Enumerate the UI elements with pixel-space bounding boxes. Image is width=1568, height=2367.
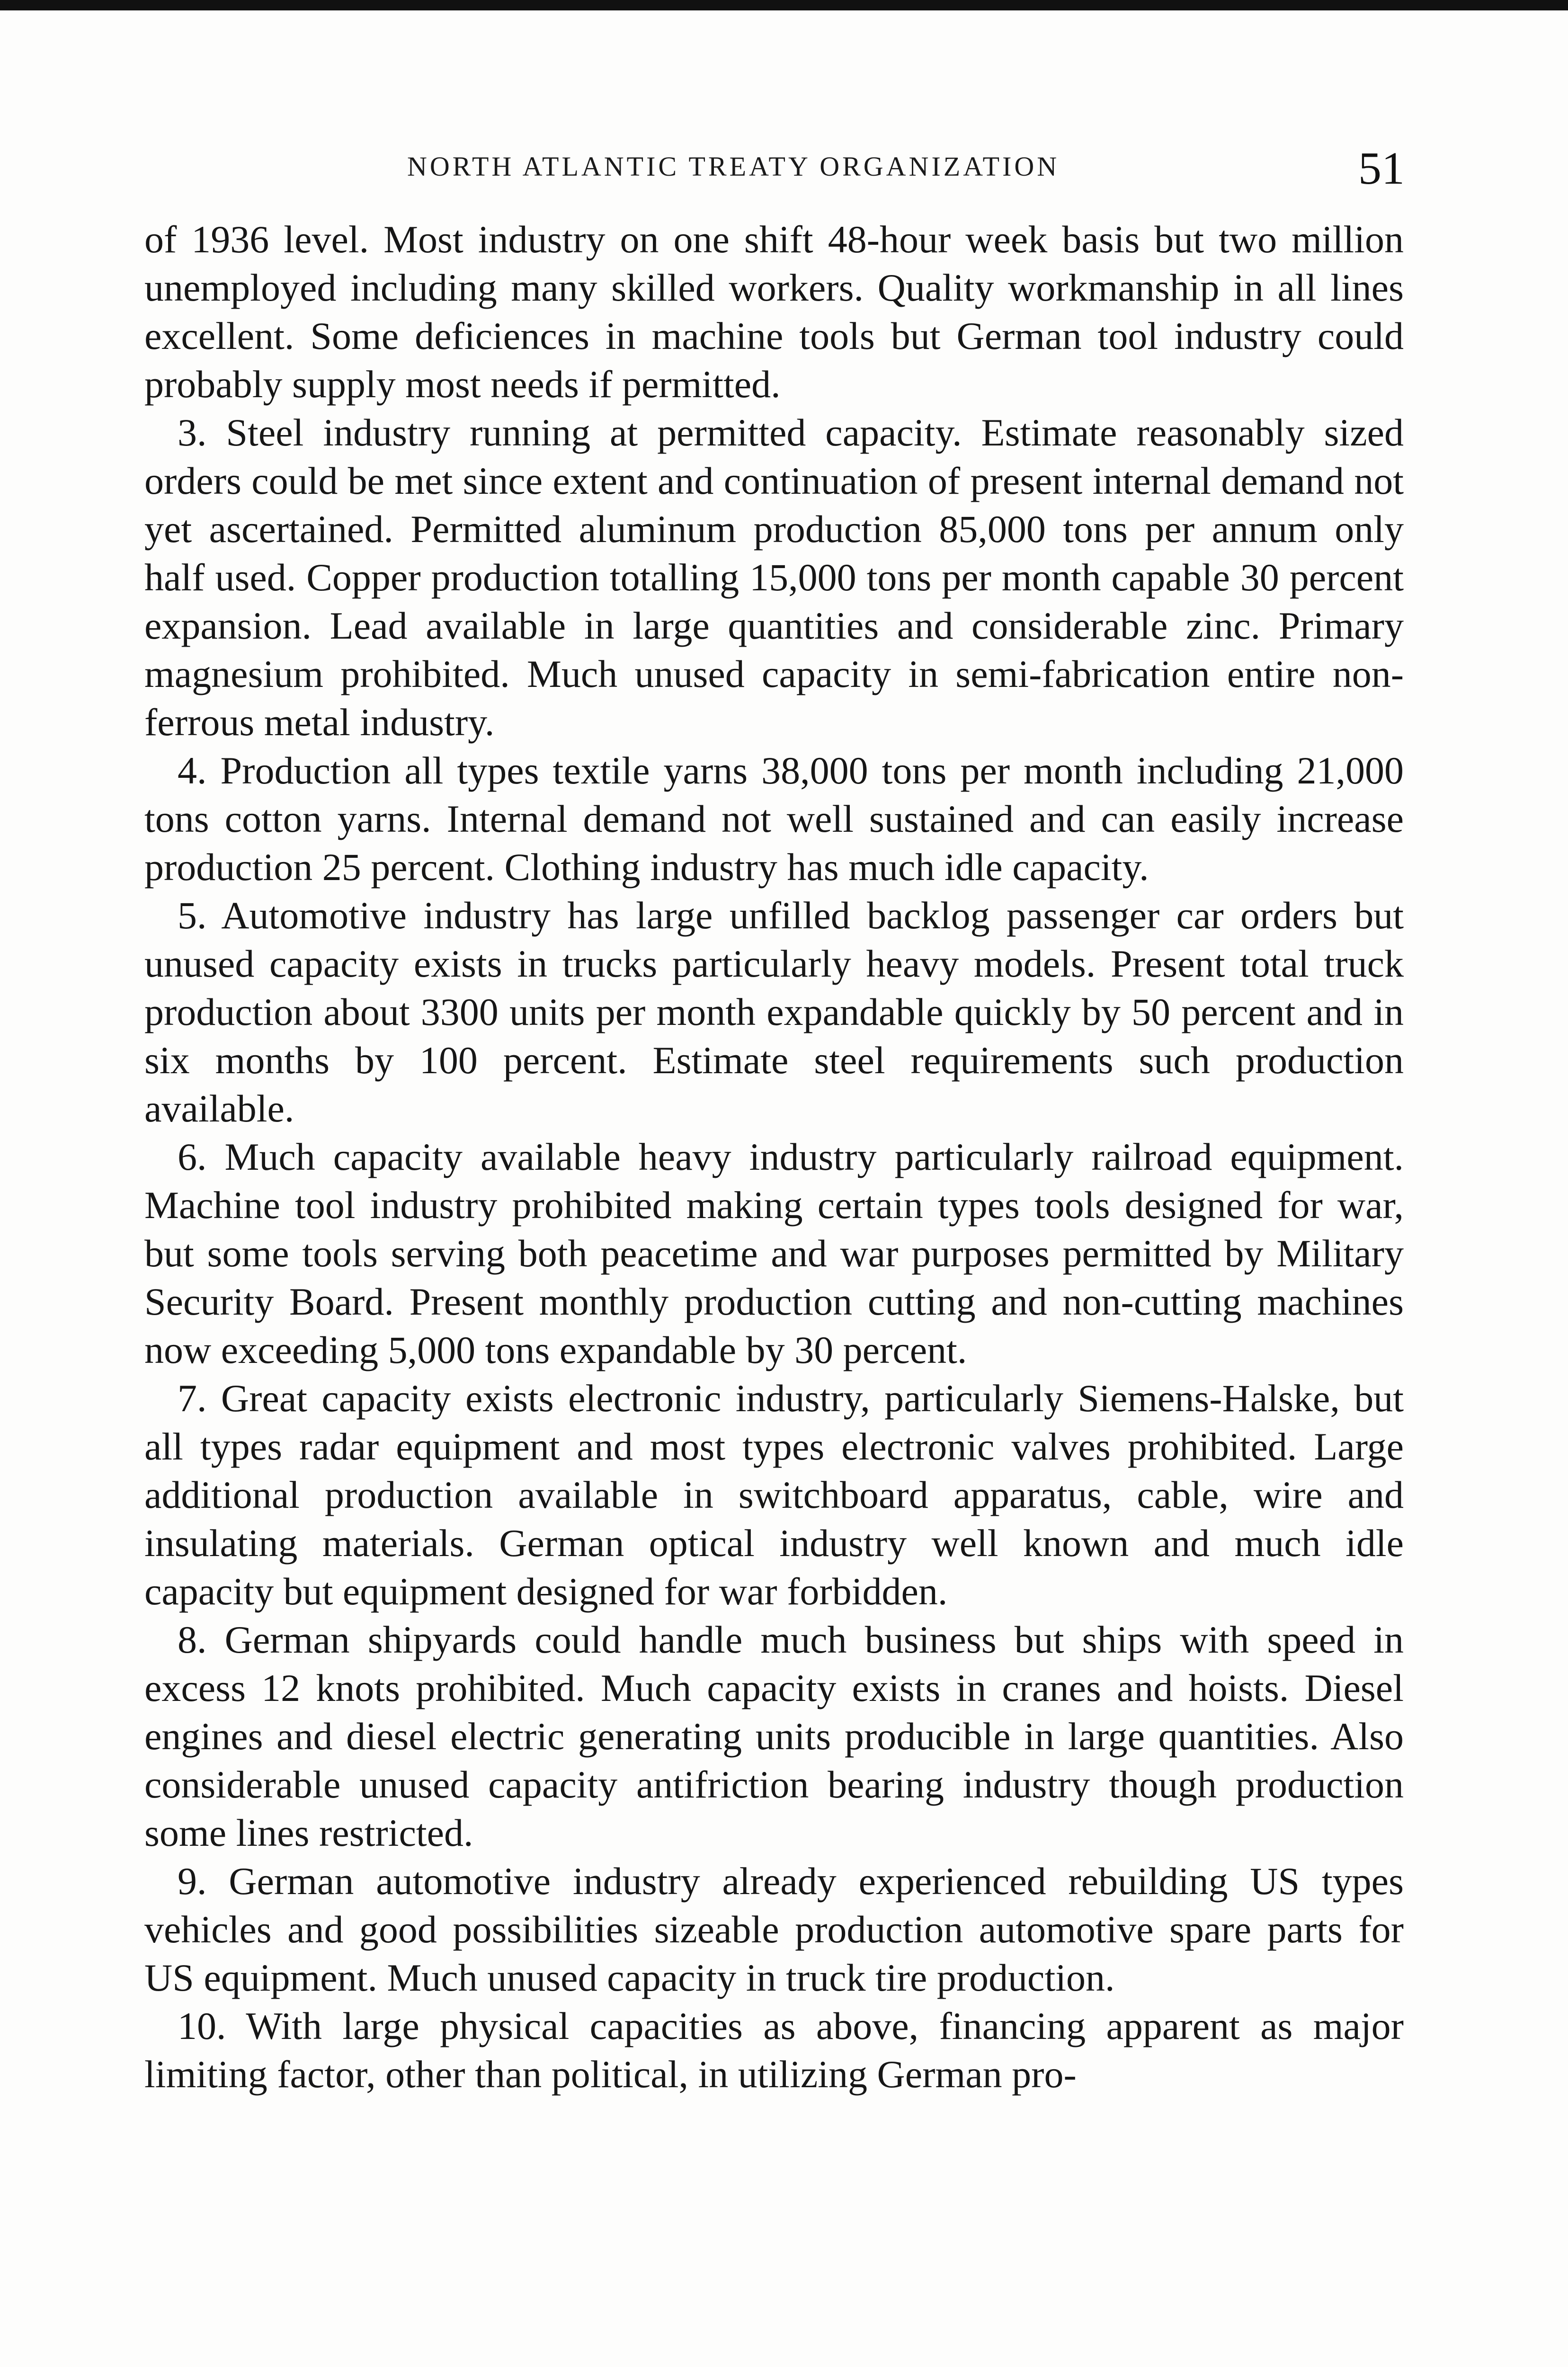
page-number: 51 — [1358, 143, 1405, 194]
paragraph-8: 8. German shipyards could handle much business but ships with speed in excess 12 knots prohibited. Much capacity exists in cranes and hoists. Diesel engines and diesel electric generating units producible in large quantities. Also considerable unused capacity antifriction bearing industry though production some lines restricted. — [144, 1618, 1404, 1854]
paragraph-6: 6. Much capacity available heavy industry particularly railroad equipment. Machine tool industry prohibited making certain types tools designed for war, but some tools serving both peacetime and war purposes permitted by Military Security Board. Present monthly production cutting and non-cutting machines now exceeding 5,000 tons expandable by 30 percent. — [144, 1135, 1404, 1371]
running-header-title: NORTH ATLANTIC TREATY ORGANIZATION — [407, 151, 1060, 182]
paragraph-9: 9. German automotive industry already experienced rebuilding US types vehicles and good possibilities sizeable production automotive spare parts for US equipment. Much unused capacity in truck tire production. — [144, 1860, 1404, 1999]
paragraph-10: 10. With large physical capacities as above, financing apparent as major limiting factor, other than political, in utilizing German pro- — [144, 2004, 1404, 2096]
body-text — [144, 215, 1404, 2099]
paragraph-3: 3. Steel industry running at permitted capacity. Estimate reasonably sized orders could be met since extent and continuation of present internal demand not yet ascertained. Permitted aluminum production 85,000 tons per annum only half used. Copper production totalling 15,000 tons per month capable 30 percent expansion. Lead available in large quantities and considerable zinc. Primary magnesium prohibited. Much unused capacity in semi-fabrication entire non-ferrous metal industry. — [144, 411, 1404, 744]
paragraph-continuation: of 1936 level. Most industry on one shift 48-hour week basis but two million unemployed including many skilled workers. Quality workmanship in all lines excellent. Some deficiences in machine tools but German tool industry could probably supply most needs if permitted. — [144, 218, 1404, 406]
paragraph-7: 7. Great capacity exists electronic industry, particularly Siemens-Halske, but all types radar equipment and most types electronic valves prohibited. Large additional production available in switchboard apparatus, cable, wire and insulating materials. German optical industry well known and much idle capacity but equipment designed for war forbidden. — [144, 1377, 1404, 1613]
paragraph-4: 4. Production all types textile yarns 38,000 tons per month including 21,000 tons cotton yarns. Internal demand not well sustained and can easily increase production 25 percent. Clothing industry has much idle capacity. — [144, 749, 1404, 889]
top-border — [0, 0, 1568, 10]
paragraph-5: 5. Automotive industry has large unfilled backlog passenger car orders but unused capacity exists in trucks particularly heavy models. Present total truck production about 3300 units per month expandable quickly by 50 percent and in six months by 100 percent. Estimate steel requirements such production available. — [144, 894, 1404, 1130]
